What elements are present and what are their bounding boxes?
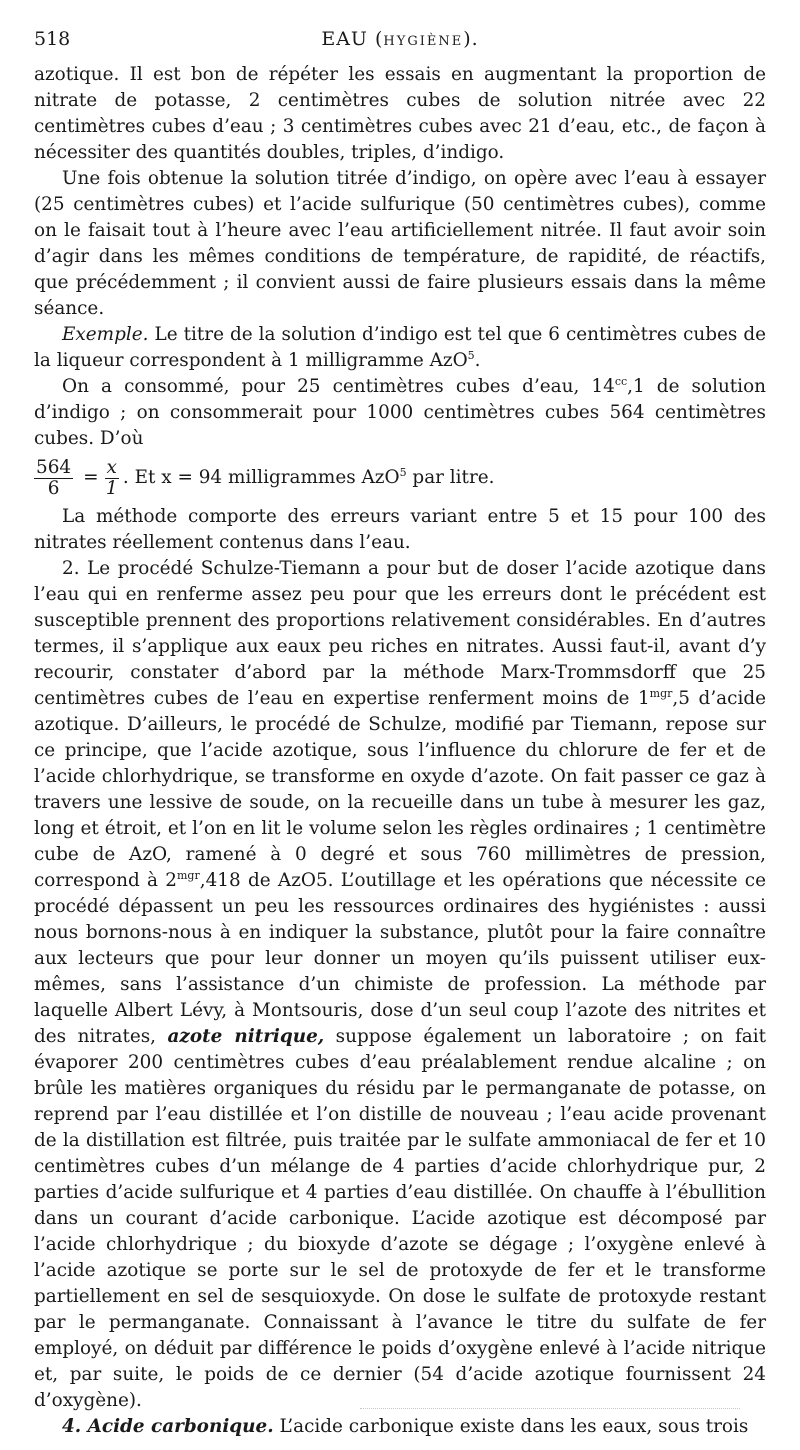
bleed-through-rule	[360, 1408, 740, 1409]
section-heading-acide-carbonique: 4. Acide carbonique.	[62, 1416, 274, 1437]
paragraph-schulze-tiemann: 2. Le procédé Schulze-Tiemann a pour but de doser l’acide azotique dans l’eau qui en renferme assez peu pour que les erreurs dont le précédent est susceptible prennent des proportions relativement considérables. En d’autres termes, il s’applique aux eaux peu riches en nitrates. Aussi faut-il, avant d’y recourir, constater d’abord par la méthode Marx-Trommsdorff que 25 centimètres cubes de l’eau en expertise renferment moins de $1^{mgr},5$ d’acide azotique. D’ailleurs, le procédé de Schulze, modifié par Tiemann, repose sur ce principe, que l’acide azotique, sous l’influence du chlorure de fer et de l’acide chlorhydrique, se transforme en oxyde d’azote. On fait passer ce gaz à travers une lessive de soude, on la recueille dans un tube à mesurer les gaz, long et étroit, et l’on en lit le volume selon les règles ordinaires ; 1 centimètre cube de AzO, ramené à 0 degré et sous 760 millimètres de pression, correspond à $2^{mgr},418$ de AzO5. L’outillage et les opérations que nécessite ce procédé dépassent un peu les ressources ordinaires des hygiénistes : aussi nous bornons-nous à en indiquer la substance, plutôt pour la faire connaître aux lecteurs que pour leur donner un moyen qu’ils puissent utiliser eux-mêmes, sans l’assistance d’un chimiste de profession. La méthode par laquelle Albert Lévy, à Montsouris, dose d’un seul coup l’azote des nitrites et des nitrates, azote nitrique, suppose également un laboratoire ; on fait évaporer 200 centimètres cubes d’eau préalablement rendue alcaline ; on brûle les matières organiques du résidu par le permanganate de potasse, on reprend par l’eau distillée et l’on distille de nouveau ; l’eau acide provenant de la distillation est filtrée, puis traitée par le sulfate ammoniacal de fer et 10 centimètres cubes d’un mélange de 4 parties d’acide chlorhydrique pur, 2 parties d’acide sulfurique et 4 parties d’eau distillée. On chauffe à l’ébullition dans un courant d’acide carbonique. L’acide azotique est décomposé par l’acide chlorhydrique ; du bioxyde d’azote se dégage ; l’oxygène enlevé à l’acide azotique se porte sur le sel de protoxyde de fer et le transforme partiellement en sel de sesquioxyde. On dose le sulfate de protoxyde restant par le permanganate. Connaissant à l’avance le titre du sulfate de fer employé, on déduit par différence le poids d’oxygène enlevé à l’acide nitrique et, par suite, le poids de ce dernier (54 d’acide azotique fournissent 24 d’oxygène).	[34, 558, 766, 1411]
fraction-right: $\frac{x}{1}$	[105, 456, 118, 499]
formula-line: $\frac{564}{6}$ = $\frac{x}{1}$ . Et x = 94 milligrammes AzO$^5$ par litre.	[36, 456, 495, 499]
paragraph-example: Exemple. Le titre de la solution d’indigo est tel que 6 centimètres cubes de la liqueur correspondent à 1 milligramme AzO$^5$.	[34, 324, 766, 371]
paragraph-method-errors: La méthode comporte des erreurs variant entre 5 et 15 pour 100 des nitrates réellement contenus dans l’eau.	[34, 506, 766, 553]
running-header	[34, 24, 766, 54]
running-title: EAU (HYGIÈNE).	[321, 28, 479, 50]
example-label: Exemple.	[62, 324, 149, 345]
fraction-left: $\frac{564}{6}$	[36, 456, 72, 499]
paragraph-indigo-titration: Une fois obtenue la solution titrée d’indigo, on opère avec l’eau à essayer (25 centimètres cubes) et l’acide sulfurique (50 centimètres cubes), comme on le faisait tout à l’heure avec l’eau artificiellement nitrée. Il faut avoir soin d’agir dans les mêmes conditions de température, de rapidité, de réactifs, que précédemment ; il convient aussi de faire plusieurs essais dans la même séance.	[34, 168, 766, 319]
azote-nitrique-term: azote nitrique,	[167, 1026, 325, 1047]
paragraph-acide-carbonique: 4. Acide carbonique. L’acide carbonique existe dans les eaux, sous trois	[62, 1416, 749, 1437]
paragraph-consumption: On a consommé, pour 25 centimètres cubes d’eau, $14^{cc},1$ de solution d’indigo ; on consommerait pour 1000 centimètres cubes 564 centimètres cubes. D’où	[34, 374, 766, 449]
formula-result: . Et x = 94 milligrammes AzO$^5$ par litre.	[122, 465, 495, 488]
paragraph-continuation: azotique. Il est bon de répéter les essais en augmentant la proportion de nitrate de potasse, 2 centimètres cubes de solution nitrée avec 22 centimètres cubes d’eau ; 3 centimètres cubes avec 21 d’eau, etc., de façon à nécessiter des quantités doubles, triples, d’indigo.	[34, 64, 766, 163]
page-number: 518	[34, 28, 71, 50]
body-text	[34, 62, 766, 1440]
